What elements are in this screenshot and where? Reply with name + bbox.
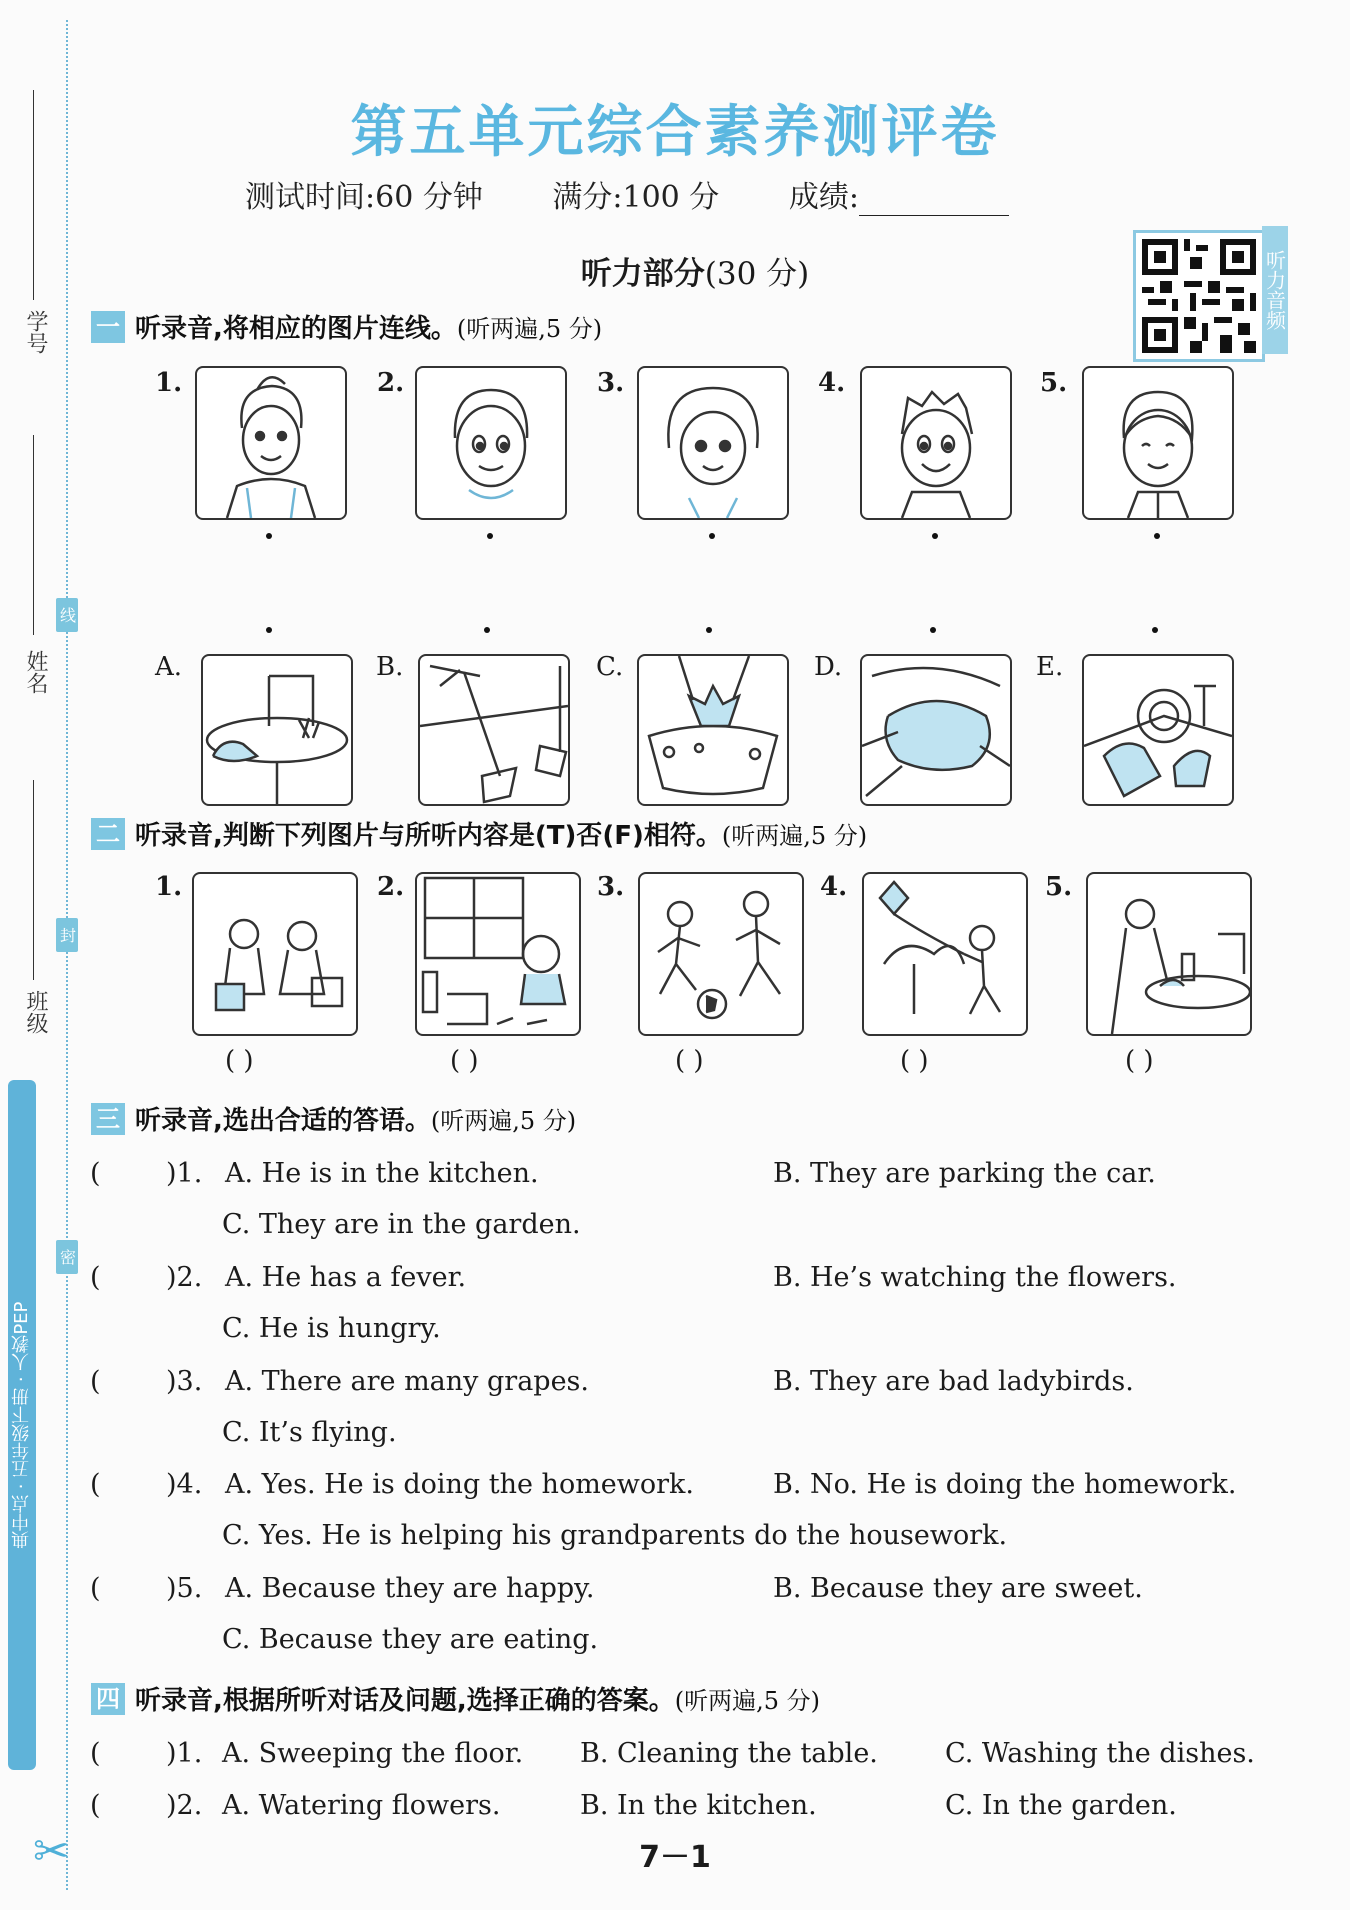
class-label: 班级 bbox=[23, 990, 48, 1034]
match-dot[interactable] bbox=[487, 533, 493, 539]
answer-paren-open[interactable]: ( bbox=[90, 1366, 101, 1397]
s1-choice-label: E. bbox=[1036, 652, 1064, 682]
score-field bbox=[789, 180, 1009, 215]
match-dot[interactable] bbox=[1152, 627, 1158, 633]
name-line bbox=[33, 435, 34, 635]
washing-clothes-icon bbox=[637, 654, 789, 806]
test-time: 测试时间:60 分钟 bbox=[245, 180, 483, 215]
audio-label: 听力音频 bbox=[1262, 226, 1288, 354]
s1-item-label: 1. bbox=[155, 368, 183, 398]
option-b: B. They are bad ladybirds. bbox=[773, 1366, 1134, 1397]
s2-item-label: 2. bbox=[377, 872, 405, 902]
option-a: A. He is in the kitchen. bbox=[225, 1158, 539, 1189]
messy-room-icon bbox=[415, 872, 581, 1036]
cut-line bbox=[66, 20, 68, 1890]
option-c: C. Yes. He is helping his grandparents do the housework. bbox=[222, 1520, 1008, 1551]
option-b: B. In the kitchen. bbox=[580, 1790, 817, 1821]
question-number: )3. bbox=[166, 1366, 203, 1397]
answer-paren[interactable]: ( ) bbox=[900, 1046, 929, 1076]
question-number: )2. bbox=[166, 1262, 203, 1293]
answer-paren-open[interactable]: ( bbox=[90, 1790, 101, 1821]
option-a: A. He has a fever. bbox=[225, 1262, 467, 1293]
answer-paren[interactable]: ( ) bbox=[450, 1046, 479, 1076]
section-note: (听两遍,5 分) bbox=[674, 1687, 821, 1715]
line-tag: 线 bbox=[56, 598, 78, 632]
question-number: )2. bbox=[166, 1790, 203, 1821]
section-3-heading bbox=[91, 1100, 576, 1137]
wiping-table-icon bbox=[1086, 872, 1252, 1036]
section-note: (听两遍,5 分) bbox=[456, 315, 603, 343]
id-label: 学号 bbox=[23, 310, 48, 354]
match-dot[interactable] bbox=[930, 627, 936, 633]
section-1-heading bbox=[91, 308, 602, 345]
option-b: B. No. He is doing the homework. bbox=[773, 1469, 1237, 1500]
sweeping-floor-icon bbox=[418, 654, 570, 806]
class-line bbox=[33, 780, 34, 980]
test-info bbox=[245, 172, 1009, 216]
section-number: 四 bbox=[91, 1683, 125, 1715]
s1-choice-label: B. bbox=[376, 652, 404, 682]
section-4-heading bbox=[91, 1680, 820, 1717]
boy-face-icon bbox=[1082, 366, 1234, 520]
qr-code-icon[interactable] bbox=[1133, 230, 1265, 362]
secret-tag: 密 bbox=[56, 1240, 78, 1274]
section-title: 听录音,判断下列图片与所听内容是(T)否(F)相符。 bbox=[135, 821, 722, 851]
question-number: )4. bbox=[166, 1469, 203, 1500]
match-dot[interactable] bbox=[709, 533, 715, 539]
match-dot[interactable] bbox=[266, 533, 272, 539]
flying-kite-icon bbox=[862, 872, 1028, 1036]
making-bed-icon bbox=[860, 654, 1012, 806]
name-label: 姓名 bbox=[23, 650, 48, 694]
option-a: A. Yes. He is doing the homework. bbox=[225, 1469, 694, 1500]
s1-item-label: 2. bbox=[377, 368, 405, 398]
match-dot[interactable] bbox=[266, 627, 272, 633]
option-a: A. Sweeping the floor. bbox=[222, 1738, 524, 1769]
option-a: A. Because they are happy. bbox=[225, 1573, 595, 1604]
s1-choice-label: C. bbox=[596, 652, 624, 682]
s2-item-label: 1. bbox=[155, 872, 183, 902]
option-b: B. Cleaning the table. bbox=[580, 1738, 878, 1769]
s1-item-label: 5. bbox=[1040, 368, 1068, 398]
s1-choice-label: A. bbox=[155, 652, 183, 682]
answer-paren[interactable]: ( ) bbox=[225, 1046, 254, 1076]
boy-face-icon bbox=[860, 366, 1012, 520]
section-title: 听录音,根据所听对话及问题,选择正确的答案。 bbox=[135, 1686, 675, 1716]
question-number: )1. bbox=[166, 1158, 203, 1189]
answer-paren-open[interactable]: ( bbox=[90, 1573, 101, 1604]
match-dot[interactable] bbox=[932, 533, 938, 539]
s1-choice-label: D. bbox=[814, 652, 843, 682]
listening-points: (30 分) bbox=[704, 256, 810, 292]
s2-item-label: 3. bbox=[597, 872, 625, 902]
score-blank[interactable] bbox=[859, 189, 1009, 216]
option-c: C. Because they are eating. bbox=[222, 1624, 599, 1655]
s2-item-label: 4. bbox=[820, 872, 848, 902]
option-b: B. He’s watching the flowers. bbox=[773, 1262, 1177, 1293]
boy-face-icon bbox=[415, 366, 567, 520]
listening-title: 听力部分 bbox=[580, 256, 705, 292]
answer-paren-open[interactable]: ( bbox=[90, 1158, 101, 1189]
option-b: B. Because they are sweet. bbox=[773, 1573, 1143, 1604]
option-a: A. There are many grapes. bbox=[225, 1366, 589, 1397]
s1-item-label: 3. bbox=[597, 368, 625, 398]
question-number: )5. bbox=[166, 1573, 203, 1604]
answer-paren[interactable]: ( ) bbox=[675, 1046, 704, 1076]
s1-item-label: 4. bbox=[818, 368, 846, 398]
brand-strip: 典中点 · 五年级下册 · 人教PEP bbox=[8, 1080, 36, 1770]
girl-face-icon bbox=[637, 366, 789, 520]
option-c: C. He is hungry. bbox=[222, 1313, 441, 1344]
section-number: 一 bbox=[91, 311, 125, 343]
page-title: 第五单元综合素养测评卷 bbox=[350, 99, 1000, 165]
answer-paren-open[interactable]: ( bbox=[90, 1738, 101, 1769]
match-dot[interactable] bbox=[1154, 533, 1160, 539]
section-note: (听两遍,5 分) bbox=[721, 822, 868, 850]
option-c: C. In the garden. bbox=[945, 1790, 1177, 1821]
option-a: A. Watering flowers. bbox=[222, 1790, 501, 1821]
scissors-icon: ✂ bbox=[33, 1826, 70, 1877]
option-b: B. They are parking the car. bbox=[773, 1158, 1156, 1189]
match-dot[interactable] bbox=[484, 627, 490, 633]
score-label: 成绩: bbox=[788, 180, 859, 215]
section-note: (听两遍,5 分) bbox=[430, 1107, 577, 1135]
question-number: )1. bbox=[166, 1738, 203, 1769]
seal-tag: 封 bbox=[56, 918, 78, 952]
answer-paren-open[interactable]: ( bbox=[90, 1262, 101, 1293]
answer-paren-open[interactable]: ( bbox=[90, 1469, 101, 1500]
playing-football-icon bbox=[638, 872, 804, 1036]
match-dot[interactable] bbox=[706, 627, 712, 633]
kids-gifts-icon bbox=[192, 872, 358, 1036]
option-c: C. They are in the garden. bbox=[222, 1209, 581, 1240]
woman-face-icon bbox=[195, 366, 347, 520]
s2-item-label: 5. bbox=[1045, 872, 1073, 902]
section-title: 听录音,将相应的图片连线。 bbox=[135, 314, 457, 344]
section-number: 二 bbox=[91, 818, 125, 850]
full-score: 满分:100 分 bbox=[552, 180, 720, 215]
answer-paren[interactable]: ( ) bbox=[1125, 1046, 1154, 1076]
section-title: 听录音,选出合适的答语。 bbox=[135, 1106, 431, 1136]
cleaning-table-icon bbox=[201, 654, 353, 806]
option-c: C. Washing the dishes. bbox=[945, 1738, 1255, 1769]
option-c: C. It’s flying. bbox=[222, 1417, 397, 1448]
section-2-heading bbox=[91, 815, 867, 852]
washing-dishes-icon bbox=[1082, 654, 1234, 806]
section-number: 三 bbox=[91, 1103, 125, 1135]
page-number: 7－1 bbox=[639, 1840, 711, 1875]
